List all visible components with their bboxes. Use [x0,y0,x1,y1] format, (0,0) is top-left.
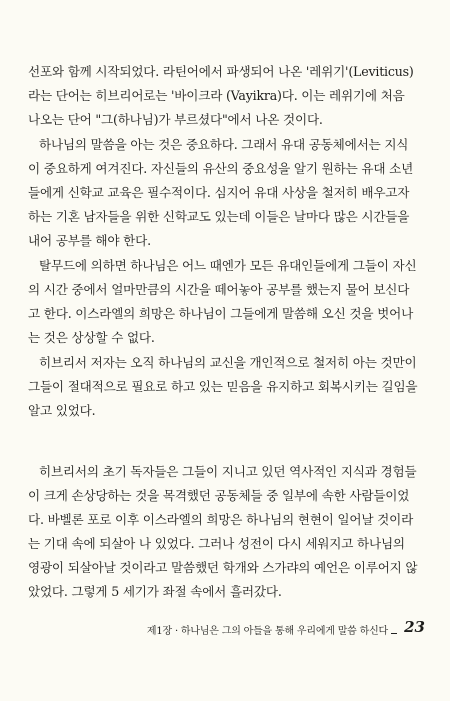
text-line: 나오는 단어 "그(하나님)가 부르셨다"에서 나온 것이다. [28,112,323,127]
paragraph [28,133,423,253]
running-footer-title: 제1장 · 하나님은 그의 아들을 통해 우리에게 말씀 하신다 [146,626,388,637]
text-line: 았었다. 그렇게 5 세기가 좌절 속에서 흘러갔다. [28,584,282,599]
page-number: 23 [404,618,425,636]
text-line: 이 중요하게 여겨진다. 자신들의 유산의 중요성을 알기 원하는 유대 소년 [28,161,414,176]
paragraph [28,254,423,350]
text-line: 는 기대 속에 되살아 나 있었다. 그러나 성전이 다시 세워지고 하나님의 [28,536,405,551]
text-line: 이 크게 손상당하는 것을 목격했던 공동체들 중 일부에 속한 사람들이었 [28,488,410,503]
paragraph [28,460,423,604]
text-line: 선포와 함께 시작되었다. 라틴어에서 파생되어 나온 '레위기'(Leviticus) [28,64,414,79]
paragraph [28,351,423,423]
text-line: 하는 기혼 남자들을 위한 신학교도 있는데 이들은 날마다 많은 시간들을 [28,209,410,224]
text-line: 라는 단어는 히브리어로는 '바이크라 (Vayikra)다. 이는 레위기에 처음 [28,88,405,103]
text-line: 내어 공부를 해야 한다. [28,233,151,248]
text-line: 들에게 신학교 교육은 필수적이다. 심지어 유대 사상을 철저히 배우고자 [28,185,410,200]
text-line: 히브리서 저자는 오직 하나님의 교신을 개인적으로 철저히 아는 것만이 [39,355,417,370]
body-text [28,60,423,604]
text-line: 고 한다. 이스라엘의 희망은 하나님이 그들에게 말씀해 오신 것을 벗어나 [28,306,414,321]
text-line: 그들이 절대적으로 필요로 하고 있는 믿음을 유지하고 회복시키는 길임을 [28,379,418,394]
text-line: 의 시간 중에서 얼마만큼의 시간을 떼어놓아 공부를 했는지 물어 보신다 [28,282,410,297]
page-footer [0,619,450,639]
text-line: 알고 있었다. [28,403,96,418]
text-line: 탈무드에 의하면 하나님은 어느 때엔가 모든 유대인들에게 그들이 자신 [39,258,417,273]
text-line: 는 것은 상상할 수 없다. [28,330,155,345]
text-line: 히브리서의 초기 독자들은 그들이 지니고 있던 역사적인 지식과 경험들 [39,464,417,479]
text-line: 영광이 되살아날 것이라고 말씀했던 학개와 스가랴의 예언은 이루어지 않 [28,560,418,575]
footer-divider [391,633,397,634]
text-line: 다. 바벨론 포로 이후 이스라엘의 희망은 하나님의 현현이 일어날 것이라 [28,512,414,527]
text-line: 하나님의 말씀을 아는 것은 중요하다. 그래서 유대 공동체에서는 지식 [39,137,409,152]
paragraph [28,60,423,132]
